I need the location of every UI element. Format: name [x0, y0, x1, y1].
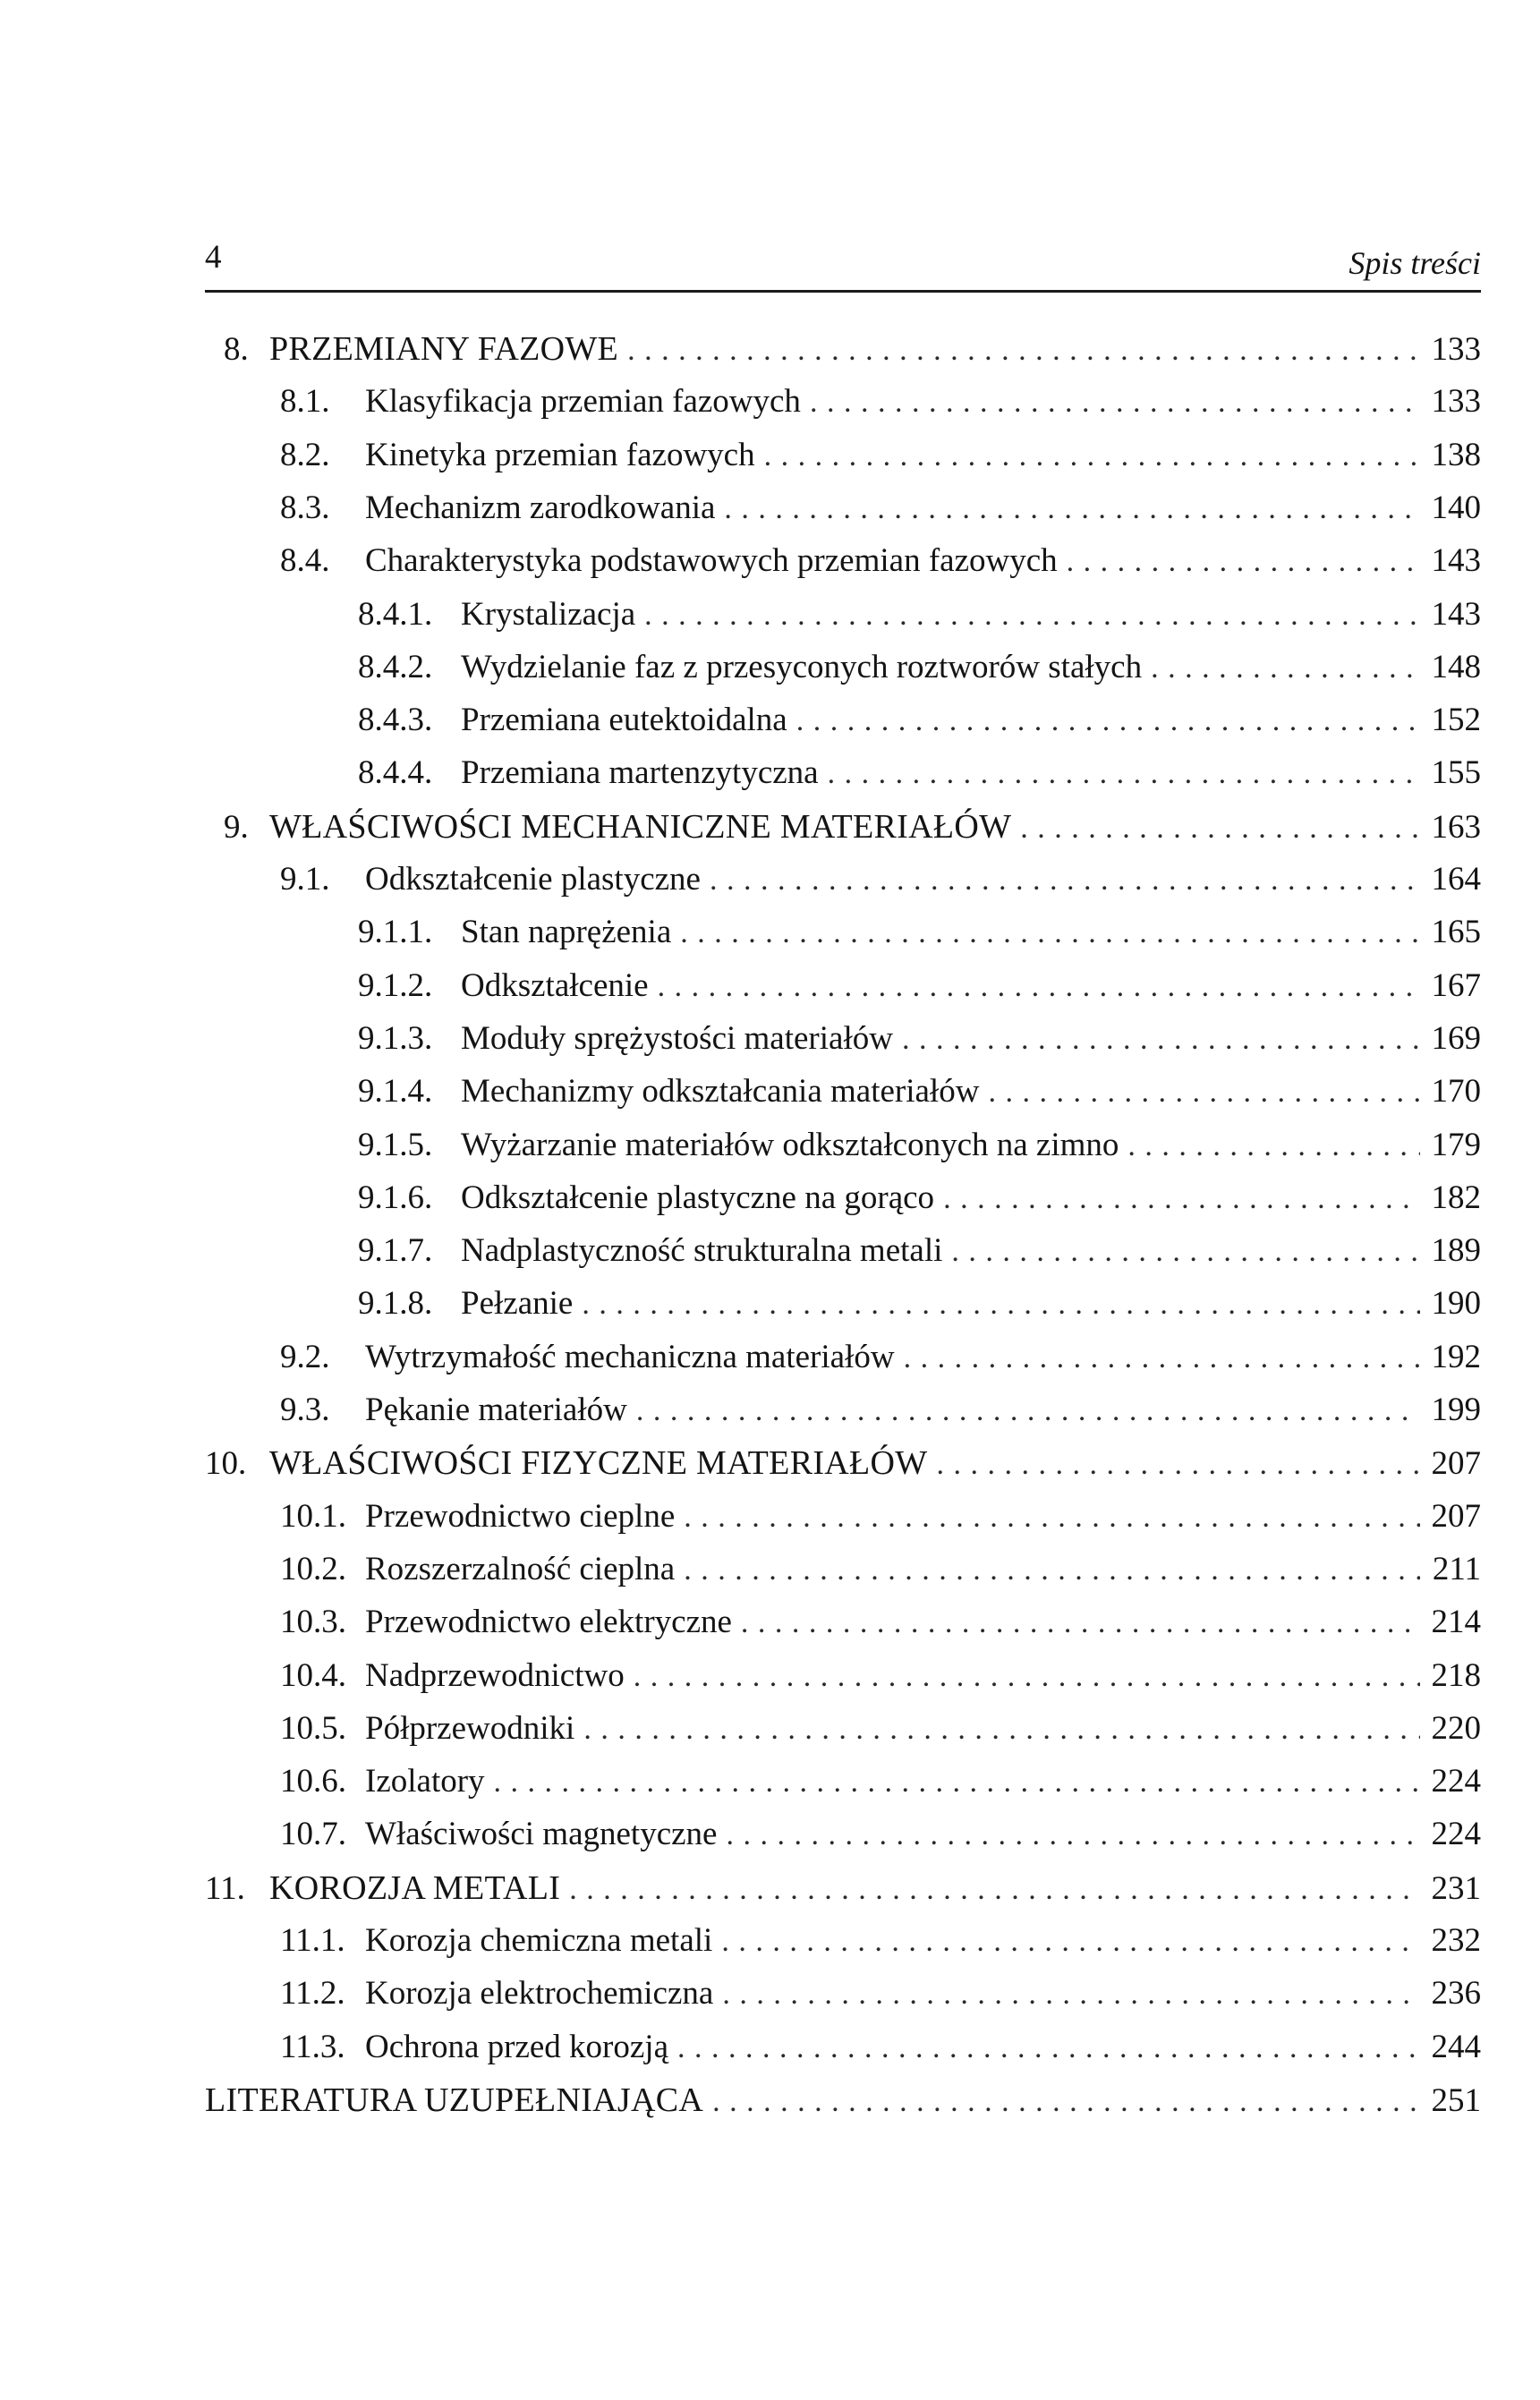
toc-entry-title: Odkształcenie: [461, 967, 649, 1004]
toc-entry-title: KOROZJA METALI: [269, 1869, 561, 1907]
dot-leader: [627, 329, 1420, 372]
dot-leader: [1067, 540, 1420, 583]
toc-entry-title: PRZEMIANY FAZOWE: [269, 330, 619, 368]
toc-entry-title: Korozja elektrochemiczna: [365, 1975, 714, 2012]
page-number: 4: [205, 239, 222, 276]
toc-entry-number: 9.1.6.: [358, 1179, 433, 1216]
toc-entry-page: 236: [1431, 1975, 1481, 2012]
toc-entry-number: 10.5.: [280, 1710, 346, 1747]
toc-entry-page: 169: [1431, 1020, 1481, 1057]
toc-entry-title: Izolatory: [365, 1763, 485, 1800]
toc-entry: [358, 911, 1481, 956]
toc-entry-page: 244: [1431, 2029, 1481, 2065]
dot-leader: [677, 2027, 1420, 2070]
dot-leader: [936, 1443, 1420, 1486]
dot-leader: [721, 1920, 1420, 1963]
dot-leader: [583, 1708, 1420, 1751]
toc-entry-title: Pękanie materiałów: [365, 1391, 627, 1428]
dot-leader: [796, 700, 1420, 743]
toc-entry-title: WŁAŚCIWOŚCI MECHANICZNE MATERIAŁÓW: [269, 808, 1012, 846]
dot-leader: [724, 488, 1420, 531]
dot-leader: [634, 1655, 1420, 1698]
dot-leader: [684, 1496, 1420, 1539]
toc-entry-page: 214: [1431, 1604, 1481, 1640]
dot-leader: [943, 1178, 1420, 1221]
toc-entry-number: 9.1.8.: [358, 1285, 433, 1322]
toc-entry: [224, 805, 1481, 850]
toc-entry: [358, 965, 1481, 1009]
toc-entry-page: 199: [1431, 1391, 1481, 1428]
toc-entry-page: 170: [1431, 1073, 1481, 1110]
toc-entry-page: 190: [1431, 1285, 1481, 1322]
toc-entry-number: 10.4.: [280, 1657, 346, 1694]
toc-entry: [280, 1389, 1481, 1434]
dot-leader: [494, 1761, 1420, 1804]
running-title: Spis treści: [1349, 245, 1481, 281]
toc-entry-page: 220: [1431, 1710, 1481, 1747]
toc-entry: [280, 1495, 1481, 1540]
toc-entry-number: 11.2.: [280, 1975, 345, 2012]
toc-entry-page: 251: [1431, 2082, 1481, 2119]
dot-leader: [828, 753, 1420, 796]
toc-entry: [280, 858, 1481, 903]
toc-entry-title: Kinetyka przemian fazowych: [365, 437, 755, 473]
toc-entry-number: 9.3.: [280, 1391, 330, 1428]
toc-entry-number: 8.4.1.: [358, 596, 433, 633]
toc-entry-number: 9.1.4.: [358, 1073, 433, 1110]
toc-entry-page: 138: [1431, 437, 1481, 473]
dot-leader: [712, 2081, 1420, 2123]
toc-entry-title: Przewodnictwo elektryczne: [365, 1604, 732, 1640]
toc-entry-page: 143: [1431, 596, 1481, 633]
toc-entry: [358, 646, 1481, 691]
toc-entry-page: 231: [1431, 1870, 1481, 1907]
toc-entry-number: 11.1.: [280, 1922, 345, 1959]
toc-entry-title: Przewodnictwo cieplne: [365, 1498, 676, 1535]
toc-entry-title: Mechanizmy odkształcania materiałów: [461, 1073, 980, 1110]
toc-entry-number: 8.4.4.: [358, 754, 433, 791]
toc-entry-title: Odkształcenie plastyczne: [365, 861, 701, 898]
dot-leader: [684, 1549, 1420, 1592]
toc-entry-number: 9.1.1.: [358, 914, 433, 950]
toc-entry: [280, 2026, 1481, 2071]
toc-entry-title: Nadplastyczność strukturalna metali: [461, 1232, 943, 1269]
dot-leader: [1127, 1125, 1420, 1168]
toc-entry-number: 9.: [224, 809, 249, 846]
toc-entry-page: 224: [1431, 1816, 1481, 1852]
toc-entry-number: 10.2.: [280, 1551, 346, 1587]
dot-leader: [764, 435, 1420, 478]
toc-entry: [358, 1017, 1481, 1062]
dot-leader: [582, 1283, 1420, 1326]
toc-entry: [358, 699, 1481, 744]
toc-entry-title: Półprzewodniki: [365, 1710, 575, 1747]
toc-entry: [280, 1707, 1481, 1752]
toc-entry-number: 10.6.: [280, 1763, 346, 1800]
toc-entry-page: 189: [1431, 1232, 1481, 1269]
dot-leader: [636, 1390, 1420, 1433]
toc-entry-title: Klasyfikacja przemian fazowych: [365, 383, 801, 420]
toc-entry-page: 148: [1431, 649, 1481, 685]
toc-entry: [224, 328, 1481, 372]
toc-entry: [358, 1230, 1481, 1274]
toc-entry-title: Pełzanie: [461, 1285, 574, 1322]
dot-leader: [810, 381, 1420, 424]
toc-entry-page: 192: [1431, 1339, 1481, 1375]
toc-entry: [280, 1655, 1481, 1699]
dot-leader: [1151, 647, 1420, 690]
toc-entry-number: 9.1.5.: [358, 1127, 433, 1163]
toc-entry-number: 8.4.: [280, 542, 330, 579]
toc-entry-page: 207: [1431, 1498, 1481, 1535]
toc-entry: [280, 434, 1481, 479]
dot-leader: [726, 1814, 1420, 1857]
dot-leader: [1020, 807, 1420, 850]
toc-entry-number: 10.7.: [280, 1816, 346, 1852]
toc-entry: [280, 1601, 1481, 1646]
dot-leader: [680, 912, 1420, 955]
toc-entry-page: 224: [1431, 1763, 1481, 1800]
toc-entry: [358, 1070, 1481, 1115]
toc-entry-page: 152: [1431, 702, 1481, 738]
toc-entry: [358, 593, 1481, 638]
toc-entry-page: 133: [1431, 331, 1481, 368]
toc-entry-number: 11.3.: [280, 2029, 345, 2065]
toc-entry-page: 140: [1431, 489, 1481, 526]
toc-entry: [280, 1919, 1481, 1964]
toc-entry-number: 10.: [205, 1445, 247, 1482]
toc-entry: [280, 1760, 1481, 1805]
toc-entry-title: Odkształcenie plastyczne na gorąco: [461, 1179, 935, 1216]
toc-entry: [280, 380, 1481, 425]
toc-entry-title: Nadprzewodnictwo: [365, 1657, 625, 1694]
toc-entry-page: 179: [1431, 1127, 1481, 1163]
toc-entry: [358, 1177, 1481, 1221]
toc-entry: [358, 1124, 1481, 1169]
toc-entry-title: LITERATURA UZUPEŁNIAJĄCA: [205, 2081, 704, 2119]
toc-entry-title: Stan naprężenia: [461, 914, 672, 950]
toc-entry-title: Przemiana eutektoidalna: [461, 702, 787, 738]
toc-entry: [280, 1548, 1481, 1593]
toc-entry-number: 9.1.: [280, 861, 330, 898]
toc-entry-number: 9.1.2.: [358, 967, 433, 1004]
toc-entry-number: 11.: [205, 1870, 245, 1907]
dot-leader: [741, 1602, 1420, 1645]
toc-entry-number: 8.4.2.: [358, 649, 433, 685]
dot-leader: [644, 594, 1420, 637]
toc-entry-title: Korozja chemiczna metali: [365, 1922, 713, 1959]
toc-entry-title: Charakterystyka podstawowych przemian fazowych: [365, 542, 1058, 579]
toc-entry-page: 143: [1431, 542, 1481, 579]
toc-entry-title: Wydzielanie faz z przesyconych roztworów stałych: [461, 649, 1143, 685]
toc-entry-number: 10.3.: [280, 1604, 346, 1640]
dot-leader: [569, 1868, 1420, 1911]
toc-entry-number: 8.3.: [280, 489, 330, 526]
toc-entry-title: Ochrona przed korozją: [365, 2029, 668, 2065]
toc-entry-page: 207: [1431, 1445, 1481, 1482]
toc-entry-page: 167: [1431, 967, 1481, 1004]
toc-entry: [205, 2079, 1481, 2123]
toc-entry-page: 155: [1431, 754, 1481, 791]
toc-entry-title: Właściwości magnetyczne: [365, 1816, 718, 1852]
toc-entry: [205, 1442, 1481, 1486]
toc-entry-title: Mechanizm zarodkowania: [365, 489, 716, 526]
toc-entry-number: 9.2.: [280, 1339, 330, 1375]
toc-entry-title: Krystalizacja: [461, 596, 636, 633]
dot-leader: [658, 966, 1420, 1009]
toc-entry-page: 218: [1431, 1657, 1481, 1694]
dot-leader: [951, 1230, 1420, 1273]
toc-entry-title: WŁAŚCIWOŚCI FIZYCZNE MATERIAŁÓW: [269, 1444, 928, 1482]
toc-entry-page: 165: [1431, 914, 1481, 950]
dot-leader: [988, 1071, 1420, 1114]
toc-entry-page: 182: [1431, 1179, 1481, 1216]
toc-entry-number: 9.1.3.: [358, 1020, 433, 1057]
toc-entry: [205, 1867, 1481, 1911]
dot-leader: [902, 1018, 1420, 1061]
dot-leader: [722, 1973, 1420, 2016]
toc-entry: [358, 1282, 1481, 1327]
toc-entry: [280, 540, 1481, 584]
toc-entry-title: Przemiana martenzytyczna: [461, 754, 819, 791]
toc-entry-title: Rozszerzalność cieplna: [365, 1551, 676, 1587]
toc-entry-page: 163: [1431, 809, 1481, 846]
toc-entry-number: 8.2.: [280, 437, 330, 473]
toc-entry-number: 9.1.7.: [358, 1232, 433, 1269]
toc-entry-page: 211: [1432, 1551, 1481, 1587]
toc-entry: [280, 1813, 1481, 1858]
toc-entry-page: 164: [1431, 861, 1481, 898]
toc-entry-title: Wytrzymałość mechaniczna materiałów: [365, 1339, 895, 1375]
toc-entry-number: 8.: [224, 331, 249, 368]
toc-entry: [280, 487, 1481, 532]
toc-entry: [280, 1972, 1481, 2017]
toc-entry-number: 8.4.3.: [358, 702, 433, 738]
toc-entry-title: Wyżarzanie materiałów odkształconych na zimno: [461, 1127, 1119, 1163]
toc-entry-number: 8.1.: [280, 383, 330, 420]
toc-entry: [280, 1336, 1481, 1381]
toc-entry-page: 133: [1431, 383, 1481, 420]
dot-leader: [904, 1337, 1420, 1380]
toc-entry-page: 232: [1431, 1922, 1481, 1959]
dot-leader: [710, 859, 1420, 902]
toc-entry: [358, 752, 1481, 796]
toc-entry-title: Moduły sprężystości materiałów: [461, 1020, 893, 1057]
toc-entry-number: 10.1.: [280, 1498, 346, 1535]
